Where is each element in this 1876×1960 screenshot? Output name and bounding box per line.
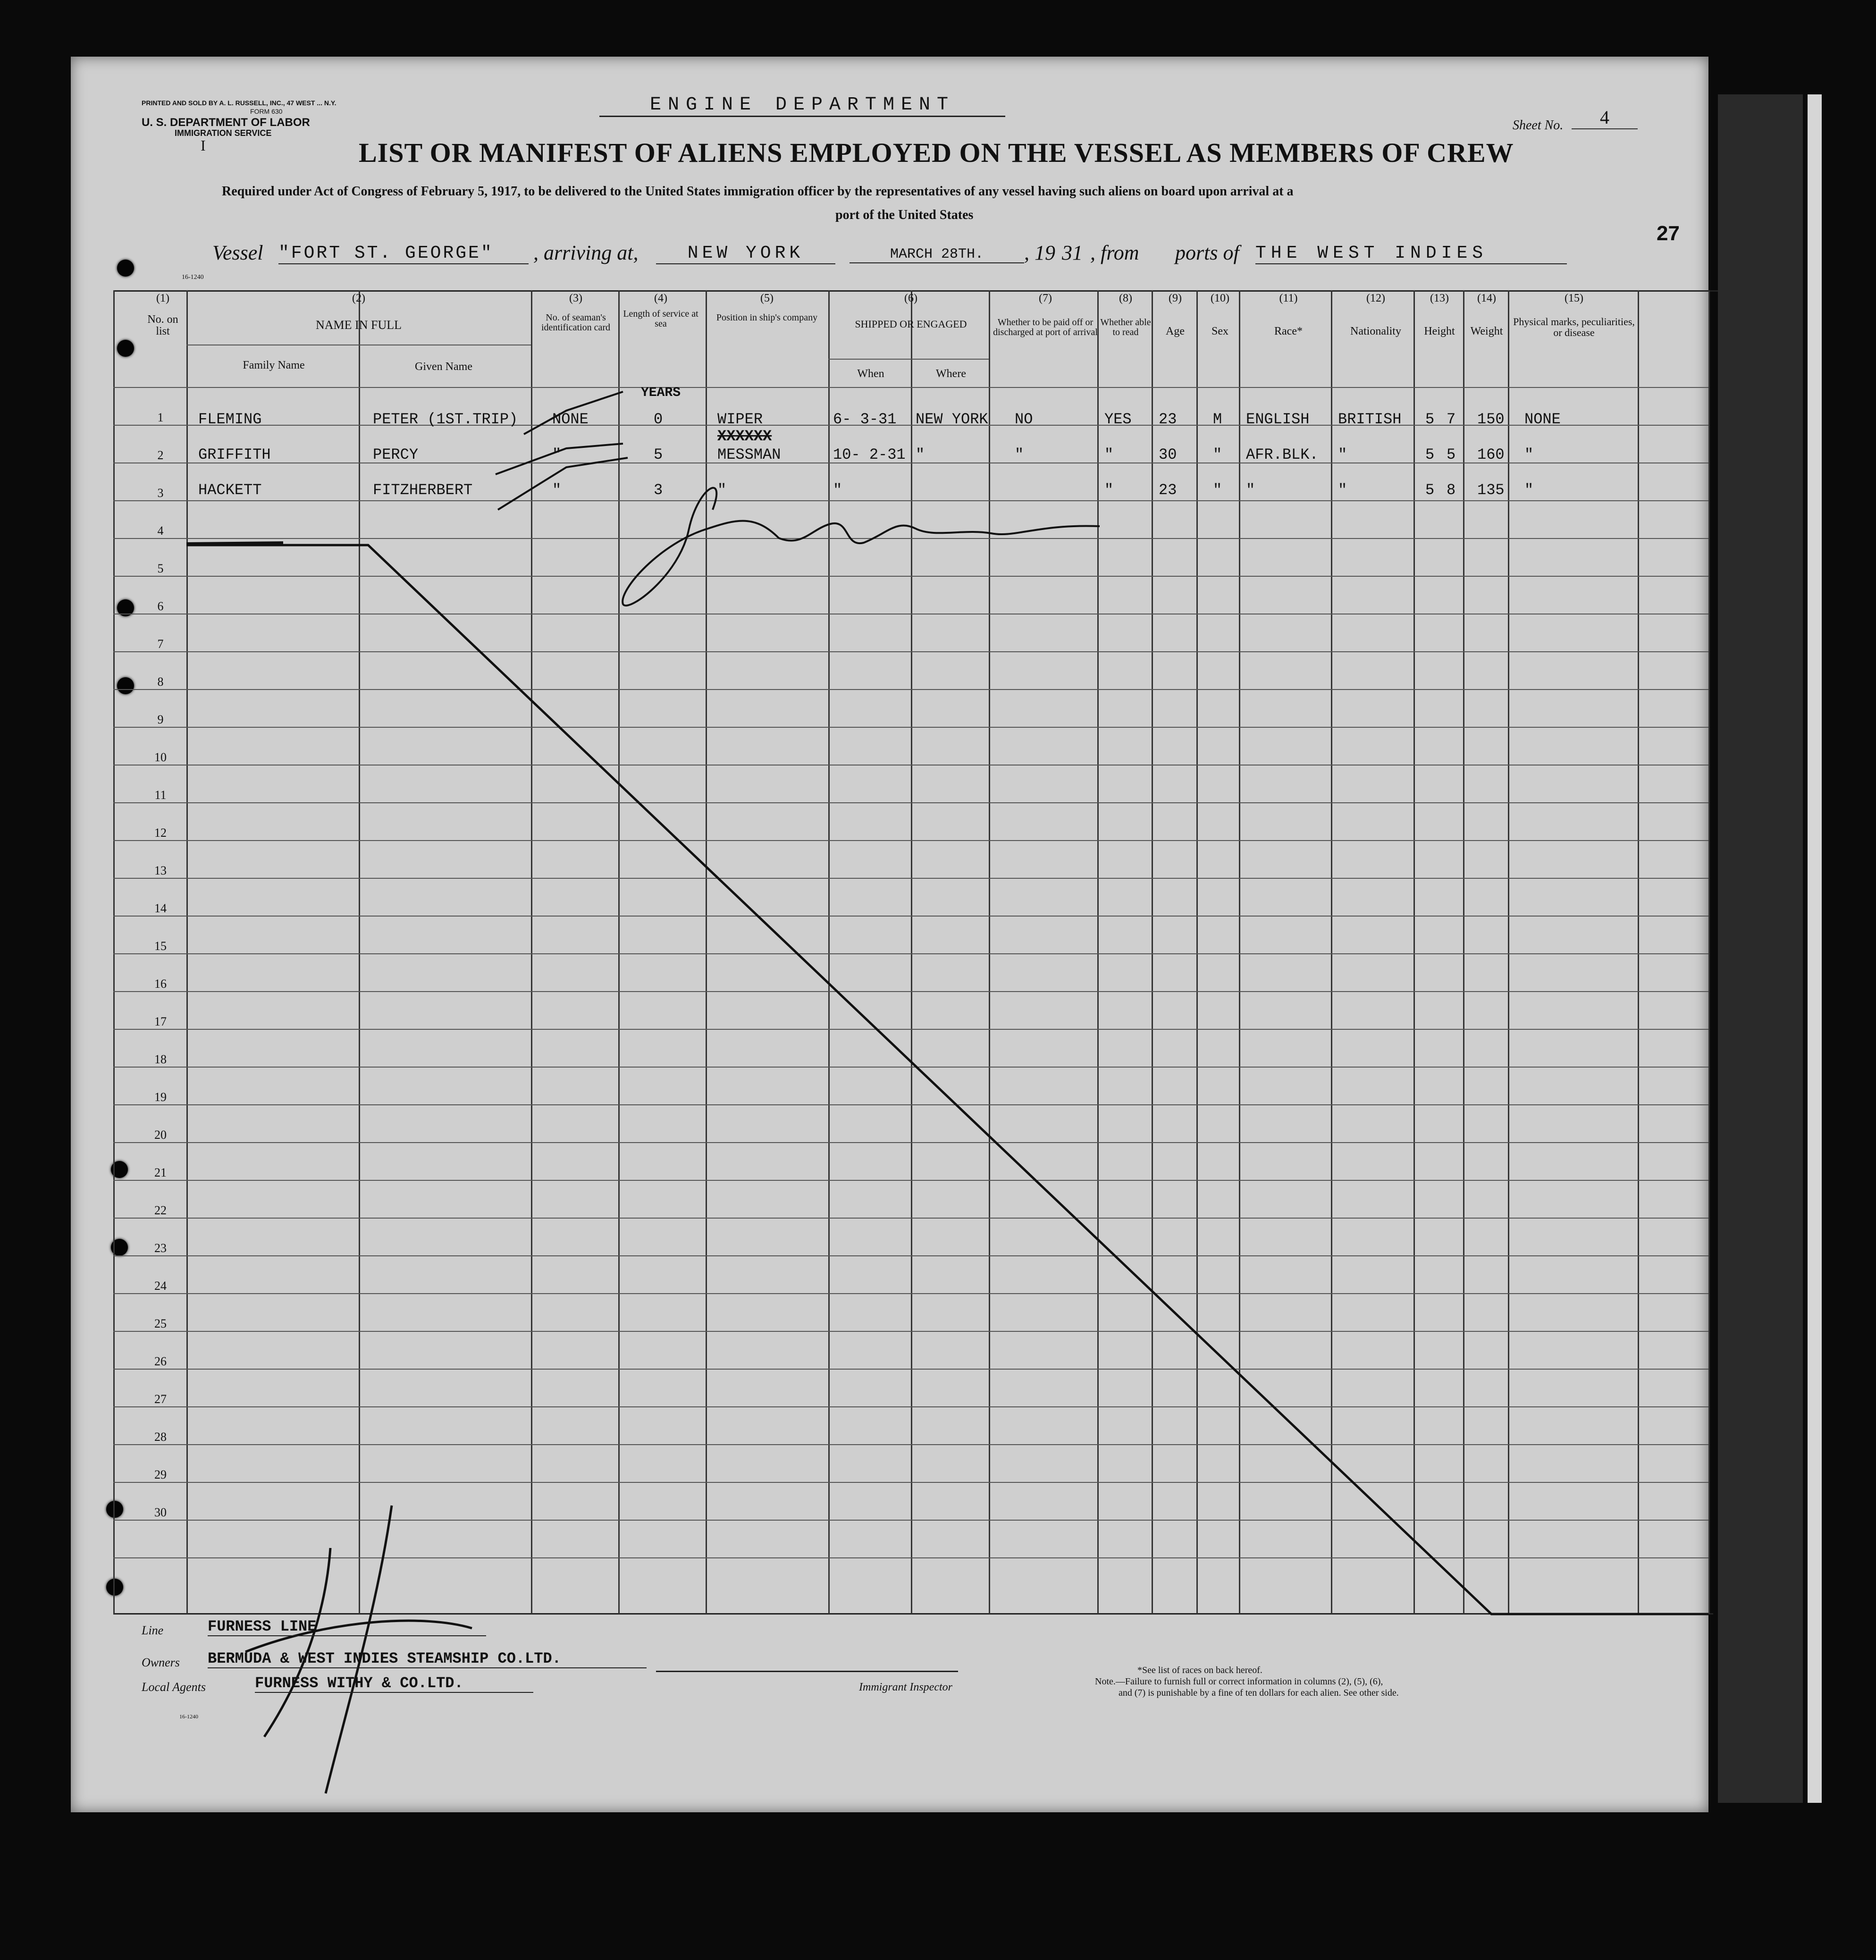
line-number: 12 — [154, 826, 167, 840]
line-number: 28 — [154, 1430, 167, 1444]
card-number: " — [552, 481, 562, 499]
col-15-header: (15) Physical marks, peculiarities, or disease — [1513, 292, 1635, 339]
col-1-header: (1) No. on list — [147, 292, 178, 338]
line-number: 24 — [154, 1279, 167, 1293]
col-12-header: (12) Nationality — [1350, 292, 1401, 338]
inspector-label: Immigrant Inspector — [859, 1681, 952, 1693]
page-number: 27 — [1657, 222, 1680, 245]
line-number: 15 — [154, 939, 167, 953]
race: ENGLISH — [1246, 411, 1310, 428]
height-feet: 5 — [1425, 411, 1435, 428]
age: 23 — [1159, 411, 1177, 428]
line-number: 7 — [157, 637, 164, 651]
where-subheader: Where — [936, 368, 966, 380]
col-3-header: (3) No. of seaman's identification card — [541, 292, 611, 333]
line-number: 1 — [157, 411, 164, 424]
physical-marks: " — [1524, 446, 1534, 463]
family-name: FLEMING — [198, 411, 262, 428]
position: " — [717, 481, 727, 499]
col-6-header: (6) SHIPPED OR ENGAGED — [855, 292, 967, 330]
weight: 160 — [1477, 446, 1505, 463]
corner-mark: I — [201, 137, 206, 154]
height-feet: 5 — [1425, 446, 1435, 463]
position: MESSMAN — [717, 446, 781, 463]
line-number: 25 — [154, 1317, 167, 1330]
tick-mark — [496, 444, 623, 474]
sex: " — [1213, 446, 1222, 463]
height-feet: 5 — [1425, 481, 1435, 499]
age: 23 — [1159, 481, 1177, 499]
line-number: 21 — [154, 1166, 167, 1179]
when-subheader: When — [857, 368, 884, 380]
year-value: 31 — [1062, 241, 1083, 264]
line-number: 27 — [154, 1392, 167, 1406]
line-number: 5 — [157, 562, 164, 575]
col-2-header: (2) NAME IN FULL — [316, 292, 402, 332]
col-4-header: (4) Length of service at sea — [623, 292, 698, 329]
line-number: 11 — [154, 788, 167, 802]
department-stamp: ENGINE DEPARTMENT — [599, 94, 1005, 117]
line-number: 9 — [157, 713, 164, 726]
service-years: 3 — [654, 481, 663, 499]
shipped-when: 6- 3-31 — [833, 411, 897, 428]
shipped-when: 10- 2-31 — [833, 446, 906, 463]
line-number: 22 — [154, 1203, 167, 1217]
col-5-header: (5) Position in ship's company — [716, 292, 818, 323]
line-number: 8 — [157, 675, 164, 689]
height-inches: 5 — [1447, 446, 1456, 463]
nationality: BRITISH — [1338, 411, 1402, 428]
paid-off: " — [1015, 446, 1024, 463]
weight: 150 — [1477, 411, 1505, 428]
line-label: Line — [142, 1624, 164, 1637]
given-name: PERCY — [373, 446, 419, 463]
shipped-where: " — [916, 446, 925, 463]
card-number: NONE — [552, 411, 589, 428]
inspector-signature-line — [656, 1671, 958, 1672]
weight: 135 — [1477, 481, 1505, 499]
given-name: FITZHERBERT — [373, 481, 473, 499]
line-number: 20 — [154, 1128, 167, 1142]
line-number: 13 — [154, 864, 167, 877]
vessel-name: "FORT ST. GEORGE" — [278, 243, 529, 264]
line-number: 2 — [157, 448, 164, 462]
page-title: LIST OR MANIFEST OF ALIENS EMPLOYED ON THE VESSEL AS MEMBERS OF CREW — [359, 137, 1514, 168]
sex: M — [1213, 411, 1222, 428]
vessel-label: Vessel — [212, 241, 263, 264]
line-number: 26 — [154, 1354, 167, 1368]
years-subheader: YEARS — [640, 386, 681, 400]
line-number: 23 — [154, 1241, 167, 1255]
able-to-read: YES — [1104, 411, 1132, 428]
department-name: U. S. DEPARTMENT OF LABOR — [142, 116, 310, 129]
shipped-where: NEW YORK — [916, 411, 988, 428]
card-number: " — [552, 446, 562, 463]
race-note: *See list of races on back hereof. — [1137, 1665, 1262, 1675]
owners-label: Owners — [142, 1656, 180, 1669]
shipped-when: " — [833, 481, 842, 499]
able-to-read: " — [1104, 481, 1114, 499]
physical-marks: NONE — [1524, 411, 1561, 428]
family-name-header: Family Name — [243, 359, 305, 371]
line-number: 14 — [154, 901, 167, 915]
ports-label: ports of — [1175, 241, 1239, 264]
subtitle-line-1: Required under Act of Congress of February 5, 1917, to be delivered to the United States immigration officer by the representatives of any vessel having such aliens on board upon arrival at a — [222, 184, 1294, 199]
line-number: 18 — [154, 1052, 167, 1066]
line-number: 10 — [154, 750, 167, 764]
given-name: PETER (1ST.TRIP) — [373, 411, 518, 428]
line-number: 16 — [154, 977, 167, 991]
col-10-header: (10) Sex — [1211, 292, 1229, 338]
family-name: HACKETT — [198, 481, 262, 499]
given-name-header: Given Name — [415, 361, 472, 373]
line-number: 3 — [157, 486, 164, 500]
arrival-date: MARCH 28TH. — [850, 246, 1024, 263]
nationality: " — [1338, 446, 1347, 463]
cancel-line-start — [186, 543, 283, 544]
col-13-header: (13) Height — [1424, 292, 1455, 338]
col-9-header: (9) Age — [1166, 292, 1185, 338]
inspector-scribble — [623, 488, 1100, 606]
race: AFR.BLK. — [1246, 446, 1319, 463]
col-14-header: (14) Weight — [1470, 292, 1503, 338]
physical-marks: " — [1524, 481, 1534, 499]
agents-label: Local Agents — [142, 1680, 206, 1694]
position-struck: XXXXXX — [717, 428, 772, 445]
line-number: 30 — [154, 1506, 167, 1519]
sheet-label: Sheet No. — [1513, 118, 1564, 133]
arriving-label: , arriving at, — [533, 241, 639, 264]
year-label: , 19 — [1024, 241, 1055, 264]
form-number: FORM 630 — [250, 108, 283, 115]
origin-ports: THE WEST INDIES — [1255, 243, 1567, 264]
tick-mark — [524, 392, 623, 434]
line-number: 4 — [157, 524, 164, 538]
handwritten-mark — [245, 1506, 472, 1793]
col-11-header: (11) Race* — [1274, 292, 1303, 338]
nationality: " — [1338, 481, 1347, 499]
paid-off: NO — [1015, 411, 1033, 428]
arrival-port: NEW YORK — [656, 243, 835, 264]
penalty-note-2: and (7) is punishable by a fine of ten dollars for each alien. See other side. — [1119, 1688, 1399, 1698]
agents-value: FURNESS WITHY & CO.LTD. — [255, 1674, 533, 1693]
col-7-header: (7) Whether to be paid off or discharged at port of arrival — [993, 292, 1098, 338]
position: WIPER — [717, 411, 763, 428]
height-inches: 8 — [1447, 481, 1456, 499]
subtitle-line-2: port of the United States — [835, 208, 974, 222]
able-to-read: " — [1104, 446, 1114, 463]
cancel-line — [186, 545, 1708, 1614]
footer-code: 16-1240 — [179, 1713, 198, 1720]
race: " — [1246, 481, 1255, 499]
line-number: 17 — [154, 1015, 167, 1028]
printer-line: PRINTED AND SOLD BY A. L. RUSSELL, INC., 47 WEST ... N.Y. — [142, 99, 337, 107]
owners-value: BERMUDA & WEST INDIES STEAMSHIP CO.LTD. — [208, 1650, 647, 1668]
sheet-number: 4 — [1572, 106, 1638, 129]
family-name: GRIFFITH — [198, 446, 271, 463]
age: 30 — [1159, 446, 1177, 463]
line-number: 29 — [154, 1468, 167, 1481]
line-number: 6 — [157, 599, 164, 613]
from-label: , from — [1090, 241, 1139, 264]
penalty-note-1: Note.—Failure to furnish full or correct information in columns (2), (5), (6), — [1095, 1676, 1383, 1687]
col-8-header: (8) Whether able to read — [1100, 292, 1151, 338]
service-name: IMMIGRATION SERVICE — [175, 128, 272, 138]
form-code: 16-1240 — [182, 274, 204, 281]
service-years: 0 — [654, 411, 663, 428]
height-inches: 7 — [1447, 411, 1456, 428]
line-value: FURNESS LINE — [208, 1618, 486, 1636]
service-years: 5 — [654, 446, 663, 463]
line-number: 19 — [154, 1090, 167, 1104]
sex: " — [1213, 481, 1222, 499]
